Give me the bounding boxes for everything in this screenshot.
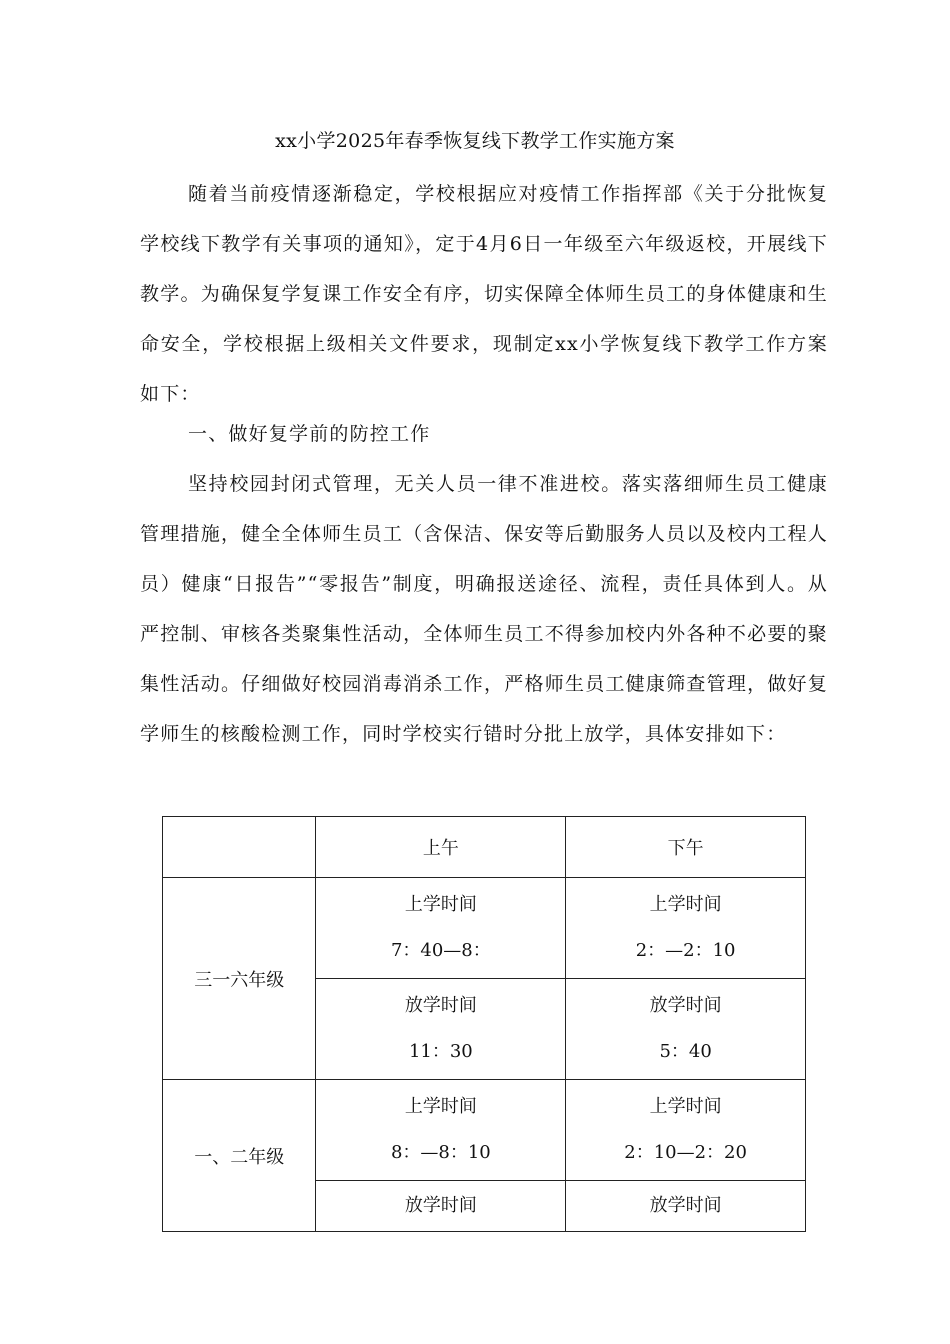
header-afternoon: 下午: [566, 817, 806, 878]
grade-cell: 三一六年级: [163, 878, 316, 1080]
leave-time: 11：30: [408, 1041, 473, 1062]
arrive-label: 上学时间: [404, 894, 477, 915]
header-morning: 上午: [316, 817, 566, 878]
leave-label: 放学时间: [649, 1195, 722, 1216]
leave-cell-afternoon: [566, 979, 806, 1080]
leave-label: 放学时间: [404, 995, 477, 1016]
arrive-cell-afternoon: [566, 1080, 806, 1181]
arrive-label: 上学时间: [649, 894, 722, 915]
section-heading: 一、做好复学前的防控工作: [188, 423, 431, 445]
arrive-time: 8：—8：10: [390, 1142, 491, 1163]
table-header-row: [163, 817, 806, 878]
schedule-table: [162, 816, 806, 1232]
leave-label: 放学时间: [649, 995, 722, 1016]
arrive-time: 2：10—2：20: [624, 1142, 747, 1163]
arrive-time: 7：40—8：: [390, 940, 491, 961]
leave-cell-afternoon: [566, 1181, 806, 1232]
table-row: [163, 1080, 806, 1181]
arrive-cell-morning: [316, 1080, 566, 1181]
arrive-cell-afternoon: [566, 878, 806, 979]
grade-cell: 一、二年级: [163, 1080, 316, 1232]
arrive-time: 2：—2：10: [635, 940, 736, 961]
section-body-paragraph: 坚持校园封闭式管理，无关人员一律不准进校。落实落细师生员工健康管理措施，健全全体师生员工（含保洁、保安等后勤服务人员以及校内工程人员）健康“日报告”“零报告”制度，明确报送途径、流程，责任具体到人。从严控制、审核各类聚集性活动，全体师生员工不得参加校内外各种不必要的聚集性活动。仔细做好校园消毒消杀工作，严格师生员工健康筛查管理，做好复学师生的核酸检测工作，同时学校实行错时分批上放学，具体安排如下：: [140, 473, 828, 745]
document-title: xx小学2025年春季恢复线下教学工作实施方案: [275, 130, 675, 152]
leave-cell-morning: [316, 1181, 566, 1232]
arrive-label: 上学时间: [649, 1096, 722, 1117]
leave-time: 5：40: [659, 1041, 712, 1062]
leave-cell-morning: [316, 979, 566, 1080]
leave-label: 放学时间: [404, 1195, 477, 1216]
intro-paragraph: 随着当前疫情逐渐稳定，学校根据应对疫情工作指挥部《关于分批恢复学校线下教学有关事项的通知》，定于4月6日一年级至六年级返校，开展线下教学。为确保复学复课工作安全有序，切实保障全体师生员工的身体健康和生命安全，学校根据上级相关文件要求，现制定xx小学恢复线下教学工作方案如下：: [140, 183, 828, 405]
table-row: [163, 878, 806, 979]
table-corner-cell: [163, 817, 316, 878]
arrive-cell-morning: [316, 878, 566, 979]
arrive-label: 上学时间: [404, 1096, 477, 1117]
